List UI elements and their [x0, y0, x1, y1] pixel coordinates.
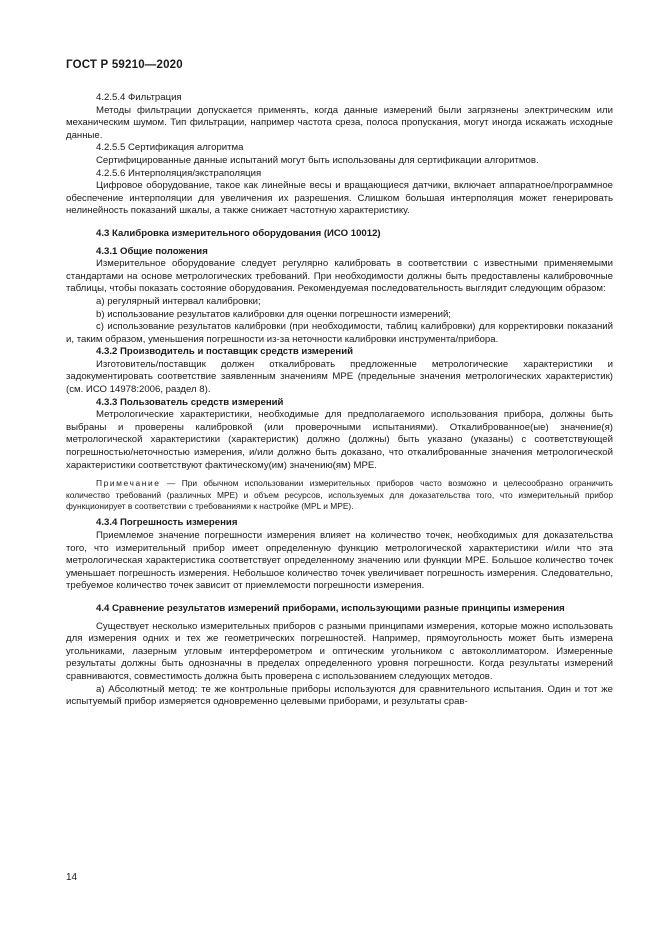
body-paragraph: Приемлемое значение погрешности измерения влияет на количество точек, необходимых для доказательства того, что измерительный прибор имеет определенную функцию метрологической характеристики и/или что эта метрологическая характеристика соответствует определенному значению или функции МРЕ. Большое количество точек уменьшает погрешность измерения. Небольшое количество точек увеличивает погрешность измерения. Следовательно, требуемое количество точек зависит от приемлемости погрешности измерения.	[66, 530, 613, 592]
body-paragraph: Методы фильтрации допускается применять, когда данные измерений были загрязнены электрическим или механическим шумом. Тип фильтрации, например частота среза, полоса пропускания, могут иногда искажать исходные данные.	[66, 104, 613, 141]
subsection-heading: 4.3.1 Общие положения	[96, 245, 208, 257]
body-paragraph: Существует несколько измерительных приборов с разными принципами измерения, которые можно использовать для измерения одних и тех же геометрических погрешностей. Например, прямоугольность может быть измерена угольниками, лазерным угловым интерферометром и оптическим угольником с автоколлиматором. Измеренные результаты должны быть однозначны в пределах определенного уровня погрешности. Когда результаты измерений сравниваются, совместимость должна быть проверена с использованием следующих методов.	[66, 620, 613, 682]
subsection-heading: 4.2.5.4 Фильтрация	[96, 92, 182, 103]
note-paragraph	[66, 478, 613, 512]
subsection-heading: 4.2.5.6 Интерполяция/экстраполяция	[96, 167, 262, 179]
section-heading: 4.4 Сравнение результатов измерений приборами, использующими разные принципы измерения	[96, 603, 565, 614]
list-item: c) использование результатов калибровки (при необходимости, таблиц калибровки) для корректировки показаний и, таким образом, уменьшения погрешности из-за неточности калибровки инструмента/прибора.	[66, 321, 613, 345]
list-item: а) Абсолютный метод: те же контрольные приборы используются для сравнительного испытания. Один и тот же испытуемый прибор измеряется одновременно целевыми приборами, и результаты срав-	[66, 683, 613, 708]
body-paragraph: Сертифицированные данные испытаний могут быть использованы для сертификации алгоритмов.	[96, 154, 539, 166]
subsection-heading: 4.2.5.5 Сертификация алгоритма	[96, 142, 244, 154]
section-heading: 4.3 Калибровка измерительного оборудования (ИСО 10012)	[96, 227, 381, 239]
body-paragraph: Метрологические характеристики, необходимые для предполагаемого использования прибора, должны быть выбраны и проверены калибровкой (или проверочными испытаниями). Откалиброванное(ые) значение(я) метрологической характеристики (характеристик) должно (должны) быть указано (указаны) с соответствующей погрешностью/неточностью измерения, и/или должно быть доказано, что откалиброванные значения метрологической характеристики соответствуют фактическому(им) значению(ям) МРЕ.	[66, 409, 613, 471]
subsection-heading: 4.3.2 Производитель и поставщик средств измерений	[96, 346, 354, 358]
body-paragraph: Измерительное оборудование следует регулярно калибровать в соответствии с известными применяемыми стандартами на основе метрологических требований. При необходимости должны быть предоставлены калибровочные таблицы, чтобы показать состояние оборудования. Рекомендуемая последовательность выглядит следующим образом:	[66, 258, 613, 295]
page-number: 14	[66, 872, 78, 883]
note-label: Примечание	[96, 478, 161, 489]
subsection-heading: 4.3.3 Пользователь средств измерений	[96, 396, 284, 408]
note-text: — При обычном использовании измерительных приборов часто возможно и целесообразно ограничить количество требований (различных МРЕ) и объем ресурсов, используемых для доказательства того, что измерительный прибор функционирует в соответствии с требованиями к настройке (MPL и МРЕ).	[66, 478, 613, 512]
body-paragraph: Цифровое оборудование, такое как линейные весы и вращающиеся датчики, включает аппаратное/программное обеспечение интерполяции для увеличения их разрешения. Слишком большая интерполяция может генерировать нелинейность показаний шкалы, а также снижает частотную характеристику.	[66, 180, 613, 217]
list-item: b) использование результатов калибровки для оценки погрешности измерений;	[96, 308, 451, 320]
subsection-heading: 4.3.4 Погрешность измерения	[96, 517, 238, 529]
document-header: ГОСТ Р 59210—2020	[66, 59, 183, 71]
list-item: a) регулярный интервал калибровки;	[96, 295, 261, 307]
document-body	[66, 92, 613, 709]
body-paragraph: Изготовитель/поставщик должен откалибровать предложенные метрологические характеристики и задокументировать соответствие заявленным значениям МРЕ (предельные значения метрологических характеристик) (см. ИСО 14978:2006, раздел 8).	[66, 358, 613, 396]
